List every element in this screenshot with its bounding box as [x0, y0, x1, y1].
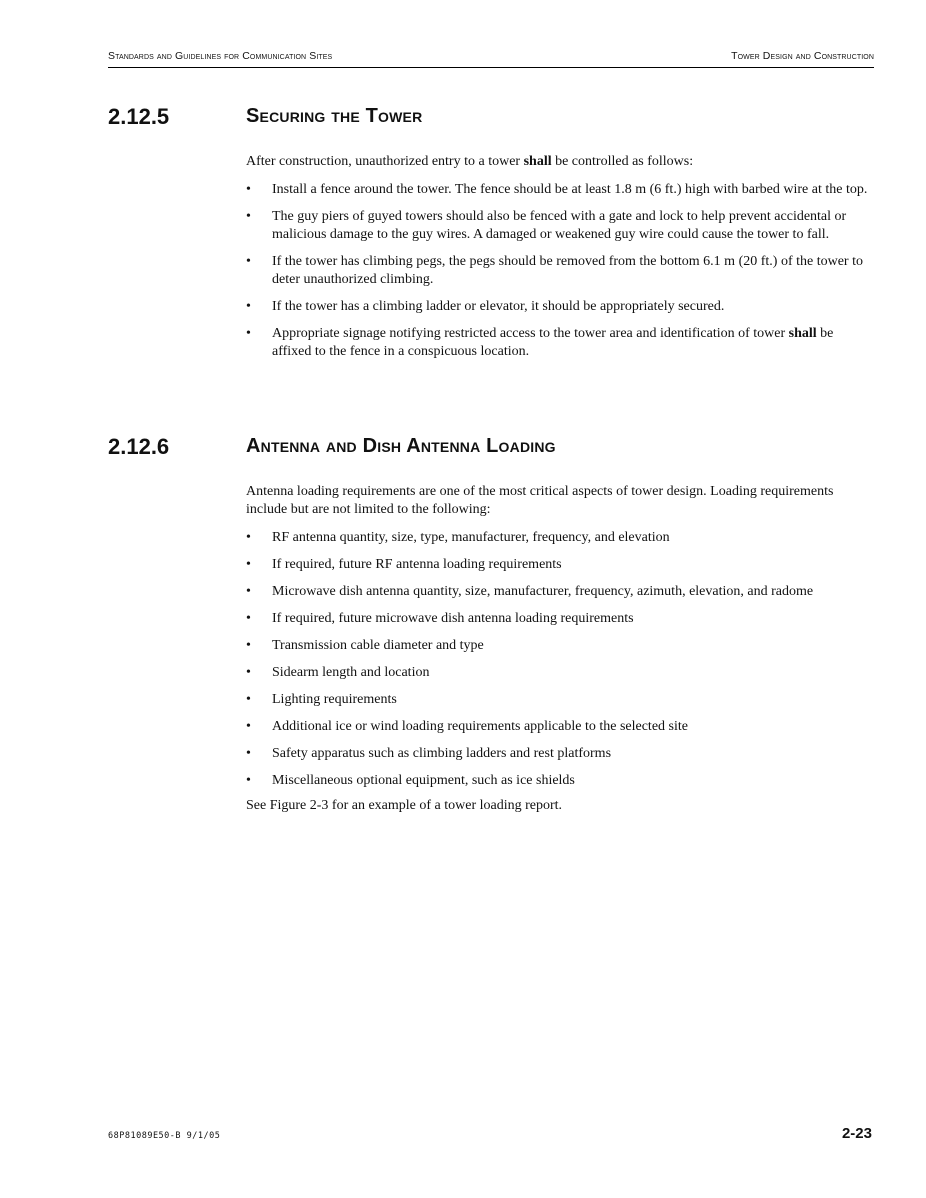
section-body-antenna-loading	[246, 483, 872, 815]
footer-page-number: 2-23	[841, 1125, 872, 1142]
list-item: • Lighting requirements	[246, 692, 397, 707]
list-item: • Appropriate signage notifying restricted access to the tower area and identification of tower shall be affixed to the fence in a conspicuous location.	[246, 326, 834, 359]
list-item: • If required, future microwave dish antenna loading requirements	[246, 611, 634, 626]
list-item: • Miscellaneous optional equipment, such as ice shields	[246, 773, 575, 788]
bullet-icon: •	[246, 665, 251, 680]
bullet-icon: •	[246, 299, 251, 314]
bullet-icon: •	[246, 584, 251, 599]
list-item: • Install a fence around the tower. The fence should be at least 1.8 m (6 ft.) high with barbed wire at the top.	[246, 182, 868, 197]
bullet-icon: •	[246, 719, 251, 734]
section-intro: After construction, unauthorized entry to a tower shall be controlled as follows:	[246, 154, 694, 169]
list-item: • If the tower has a climbing ladder or elevator, it should be appropriately secured.	[246, 299, 725, 314]
section-title-securing-tower: Securing the Tower	[246, 105, 423, 127]
list-item: • RF antenna quantity, size, type, manufacturer, frequency, and elevation	[246, 530, 670, 545]
bullet-icon: •	[246, 209, 251, 224]
list-item: • Transmission cable diameter and type	[246, 638, 484, 653]
bullet-icon: •	[246, 773, 251, 788]
bullet-list	[246, 181, 872, 361]
bullet-icon: •	[246, 638, 251, 653]
list-item: • Safety apparatus such as climbing ladders and rest platforms	[246, 746, 612, 761]
footer-doc-id: 68P81089E50-B 9/1/05	[108, 1131, 221, 1141]
bullet-icon: •	[246, 746, 251, 761]
list-item: • Additional ice or wind loading requirements applicable to the selected site	[246, 719, 688, 734]
bullet-icon: •	[246, 182, 251, 197]
list-item: • The guy piers of guyed towers should also be fenced with a gate and lock to help prevent accidental or malicious damage to the guy wires. A damaged or weakened guy wire could cause the tower to fall.	[246, 209, 847, 242]
section-title-antenna-loading: Antenna and Dish Antenna Loading	[246, 435, 556, 457]
bullet-list	[246, 529, 872, 790]
bullet-icon: •	[246, 611, 251, 626]
header-right-title: Tower Design and Construction	[731, 50, 874, 62]
list-item: • Microwave dish antenna quantity, size, manufacturer, frequency, azimuth, elevation, and radome	[246, 584, 814, 599]
section-number-2-12-5: 2.12.5	[108, 104, 170, 129]
bullet-icon: •	[246, 530, 251, 545]
list-item: • If required, future RF antenna loading requirements	[246, 557, 562, 572]
running-header	[108, 49, 874, 68]
header-left-title: Standards and Guidelines for Communication Sites	[108, 50, 333, 62]
list-item: • Sidearm length and location	[246, 665, 430, 680]
bullet-icon: •	[246, 692, 251, 707]
section-number-2-12-6: 2.12.6	[108, 434, 170, 459]
bullet-icon: •	[246, 326, 251, 341]
list-item: • If the tower has climbing pegs, the pegs should be removed from the bottom 6.1 m (20 ft.) of the tower to deter unauthorized climbing.	[246, 254, 863, 287]
section-body-securing-tower	[246, 153, 872, 370]
closing-paragraph: See Figure 2-3 for an example of a tower loading report.	[246, 798, 563, 813]
bullet-icon: •	[246, 254, 251, 269]
section-intro: Antenna loading requirements are one of the most critical aspects of tower design. Loading requirements include but are not limited to the following:	[246, 484, 834, 517]
bullet-icon: •	[246, 557, 251, 572]
